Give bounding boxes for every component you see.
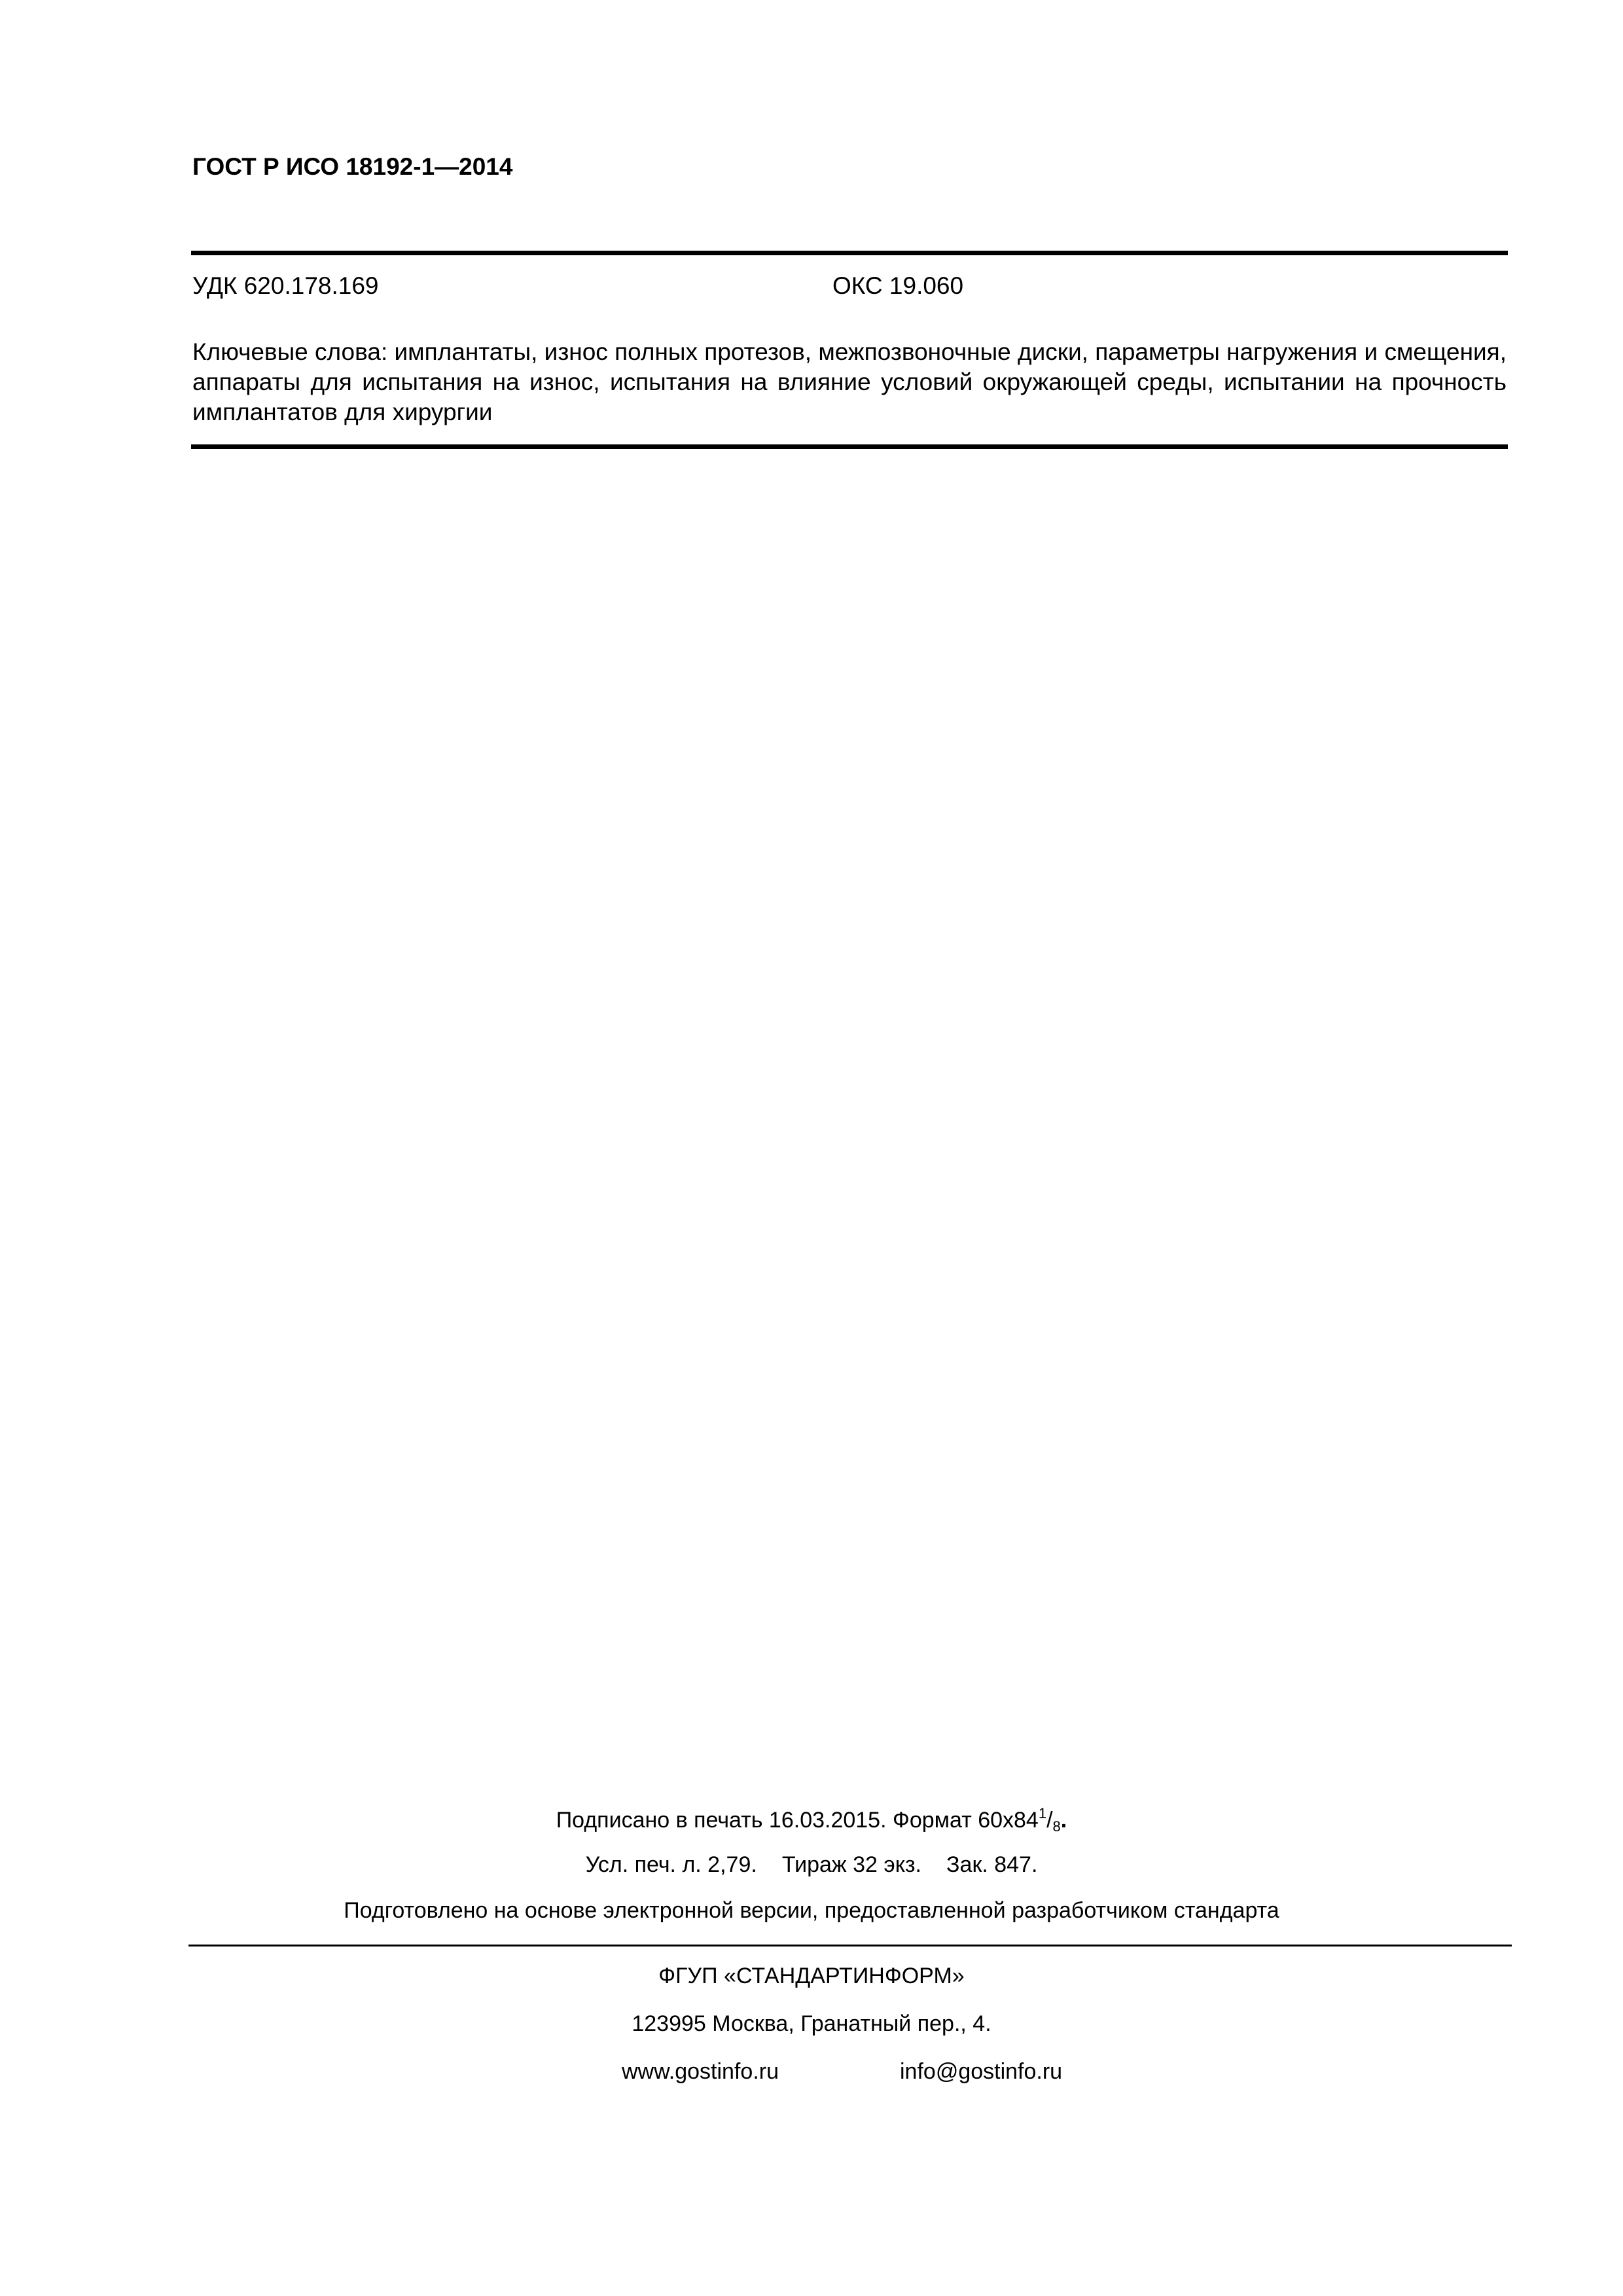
imprint-divider: [188, 1945, 1512, 1946]
website-link[interactable]: www.gostinfo.ru: [622, 2059, 779, 2084]
publisher-address: 123995 Москва, Гранатный пер., 4.: [632, 2011, 991, 2036]
print-sheets: Усл. печ. л. 2,79.: [585, 1852, 757, 1877]
keywords-divider: [191, 444, 1508, 449]
publisher-name: ФГУП «СТАНДАРТИНФОРМ»: [658, 1964, 965, 1988]
print-details-line: [0, 1852, 1623, 1878]
order-number: Зак. 847.: [946, 1852, 1038, 1877]
format-end: .: [1060, 1808, 1067, 1833]
prepared-note: Подготовлено на основе электронной версии, предоставленной разработчиком стандарта: [344, 1898, 1279, 1923]
circulation: Тираж 32 экз.: [781, 1852, 921, 1877]
signed-date-format: Подписано в печать 16.03.2015. Формат 60x84: [556, 1808, 1039, 1833]
format-numerator: 1: [1038, 1805, 1047, 1821]
email-link[interactable]: info@gostinfo.ru: [900, 2059, 1063, 2084]
top-divider: [191, 251, 1508, 255]
oks-code: ОКС 19.060: [832, 272, 964, 299]
udk-code: УДК 620.178.169: [192, 272, 379, 299]
keywords-paragraph: Ключевые слова: имплантаты, износ полных протезов, межпозвоночные диски, параметры нагружения и смещения, аппараты для испытания на износ, испытания на влияние условий окружающей среды, испытании на прочность имплантатов для хирургии: [192, 338, 1507, 425]
format-denominator: 8: [1052, 1818, 1061, 1835]
format-slash: /: [1046, 1808, 1053, 1833]
document-title: ГОСТ Р ИСО 18192-1—2014: [192, 153, 513, 180]
signed-for-print-line: [0, 1805, 1623, 1835]
